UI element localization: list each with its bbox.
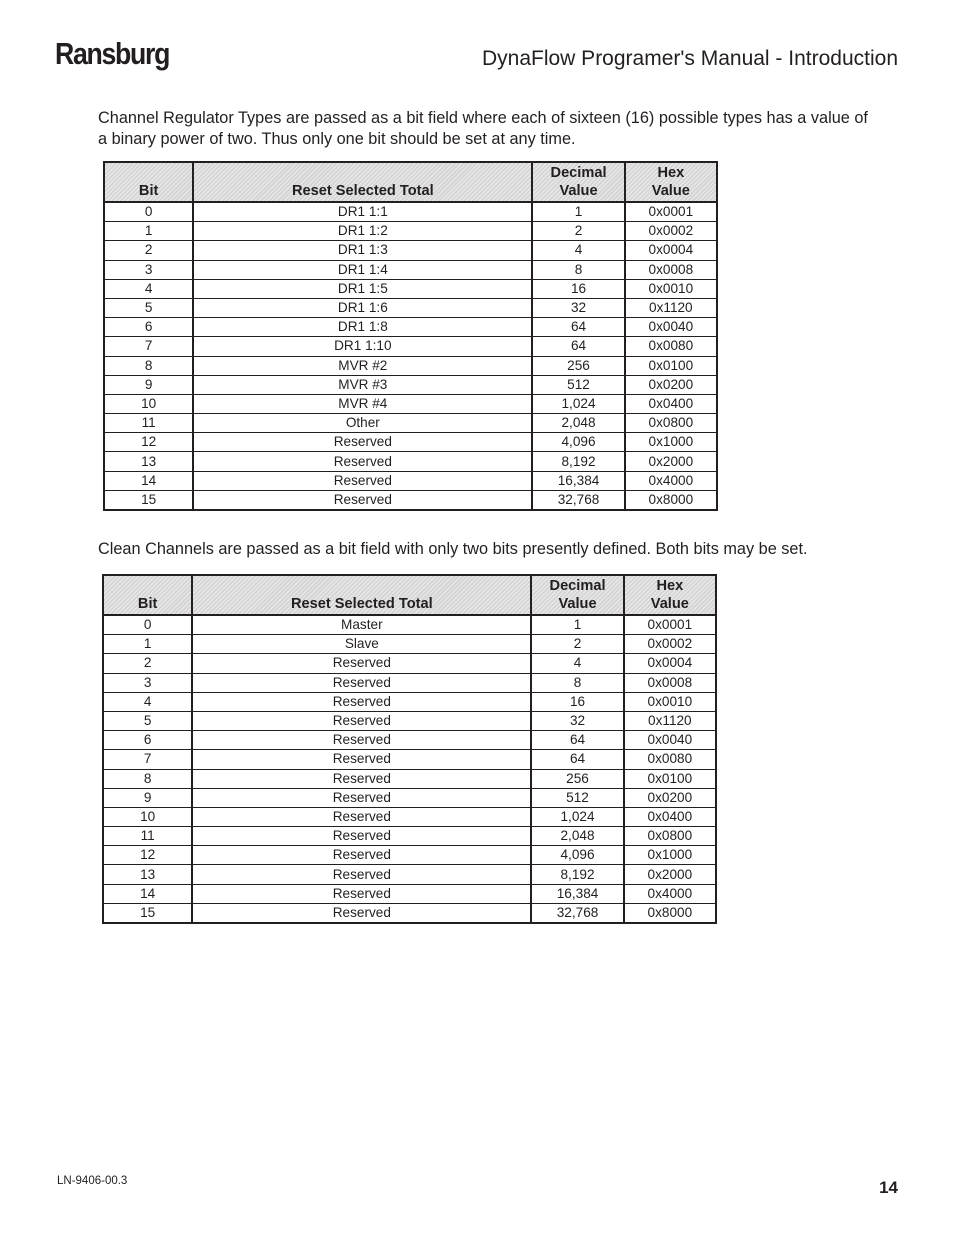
cell-decimal: 1,024 [532,394,624,413]
cell-hex: 0x0004 [624,654,716,673]
table-row [103,692,716,711]
cell-decimal: 8,192 [531,865,623,884]
cell-name: Reserved [192,731,531,750]
page-number: 14 [879,1178,898,1197]
cell-bit: 12 [103,846,192,865]
cell-hex: 0x0200 [624,788,716,807]
cell-decimal: 256 [531,769,623,788]
table-row [103,615,716,635]
cell-decimal: 4,096 [531,846,623,865]
cell-bit: 15 [104,490,193,510]
cell-hex: 0x0100 [625,356,717,375]
column-header-decimal-line1: Decimal [549,578,606,594]
cell-hex: 0x1000 [624,846,716,865]
table-row [103,711,716,730]
cell-decimal: 64 [531,731,623,750]
document-title: DynaFlow Programer's Manual - Introduction [481,47,898,70]
column-header-bit: Bit [104,162,193,202]
column-header-decimal-line1: Decimal [550,165,607,181]
cell-decimal: 512 [532,375,624,394]
cell-hex: 0x0040 [625,318,717,337]
cell-hex: 0x0010 [624,692,716,711]
cell-name: DR1 1:6 [193,298,532,317]
cell-decimal: 16,384 [531,884,623,903]
cell-hex: 0x1120 [624,711,716,730]
cell-decimal: 16 [531,692,623,711]
cell-name: DR1 1:8 [193,318,532,337]
cell-bit: 6 [103,731,192,750]
table-header-row [103,575,716,615]
table-row [103,903,716,923]
cell-decimal: 256 [532,356,624,375]
cell-bit: 8 [103,769,192,788]
cell-bit: 3 [104,260,193,279]
cell-name: Reserved [192,654,531,673]
cell-decimal: 1,024 [531,807,623,826]
cell-hex: 0x0800 [625,414,717,433]
document-code: LN-9406-00.3 [57,1175,128,1187]
cell-name: MVR #2 [193,356,532,375]
cell-name: DR1 1:4 [193,260,532,279]
cell-decimal: 64 [532,337,624,356]
cell-hex: 0x0004 [625,241,717,260]
cell-hex: 0x2000 [625,452,717,471]
cell-bit: 13 [104,452,193,471]
table-row [103,827,716,846]
cell-hex: 0x0008 [624,673,716,692]
cell-bit: 15 [103,903,192,923]
cell-hex: 0x4000 [624,884,716,903]
table-row [104,356,717,375]
cell-decimal: 1 [532,202,624,222]
cell-hex: 0x0400 [624,807,716,826]
cell-decimal: 32,768 [531,903,623,923]
column-header-hex-line1: Hex [656,578,684,594]
cell-bit: 4 [104,279,193,298]
cell-bit: 0 [103,615,192,635]
table-row [103,750,716,769]
table-row [104,241,717,260]
table-row [104,337,717,356]
cell-hex: 0x0100 [624,769,716,788]
cell-decimal: 4,096 [532,433,624,452]
clean-channels-table [102,574,717,924]
cell-decimal: 1 [531,615,623,635]
cell-bit: 1 [103,635,192,654]
cell-decimal: 32 [532,298,624,317]
cell-bit: 7 [103,750,192,769]
cell-decimal: 32,768 [532,490,624,510]
cell-hex: 0x0080 [624,750,716,769]
cell-hex: 0x0400 [625,394,717,413]
cell-bit: 5 [103,711,192,730]
cell-decimal: 64 [531,750,623,769]
cell-decimal: 32 [531,711,623,730]
cell-hex: 0x0001 [624,615,716,635]
cell-bit: 4 [103,692,192,711]
table-row [104,375,717,394]
clean-channels-intro: Clean Channels are passed as a bit field with only two bits presently defined. Both bits may be set. [98,540,808,558]
cell-name: Reserved [192,884,531,903]
cell-name: Slave [192,635,531,654]
column-header-bit: Bit [103,575,192,615]
cell-name: MVR #3 [193,375,532,394]
cell-bit: 2 [104,241,193,260]
cell-bit: 12 [104,433,193,452]
cell-hex: 0x0080 [625,337,717,356]
cell-bit: 14 [104,471,193,490]
cell-name: Reserved [193,433,532,452]
column-header-name: Reset Selected Total [193,162,532,202]
cell-name: Reserved [192,827,531,846]
cell-bit: 7 [104,337,193,356]
cell-bit: 13 [103,865,192,884]
cell-decimal: 4 [532,241,624,260]
table-header-row [104,162,717,202]
table-row [104,471,717,490]
cell-hex: 0x0200 [625,375,717,394]
cell-decimal: 16 [532,279,624,298]
cell-hex: 0x0040 [624,731,716,750]
cell-name: Reserved [192,750,531,769]
cell-hex: 0x0002 [625,222,717,241]
cell-hex: 0x4000 [625,471,717,490]
cell-name: Reserved [192,692,531,711]
cell-hex: 0x0002 [624,635,716,654]
table-row [104,222,717,241]
table-row [104,394,717,413]
column-header-decimal-line2: Value [559,183,598,199]
table-row [103,788,716,807]
cell-hex: 0x0010 [625,279,717,298]
cell-decimal: 2,048 [531,827,623,846]
cell-hex: 0x0001 [625,202,717,222]
cell-bit: 6 [104,318,193,337]
cell-hex: 0x1120 [625,298,717,317]
cell-decimal: 2 [532,222,624,241]
cell-decimal: 2 [531,635,623,654]
cell-name: DR1 1:1 [193,202,532,222]
cell-name: Reserved [192,846,531,865]
cell-bit: 10 [103,807,192,826]
cell-name: Reserved [192,865,531,884]
table-row [103,884,716,903]
cell-decimal: 8,192 [532,452,624,471]
cell-bit: 11 [104,414,193,433]
column-header-decimal [531,575,623,615]
cell-bit: 1 [104,222,193,241]
cell-name: DR1 1:5 [193,279,532,298]
cell-name: Reserved [192,673,531,692]
table-row [103,731,716,750]
clean-channels-body [103,615,716,923]
cell-decimal: 16,384 [532,471,624,490]
cell-hex: 0x0800 [624,827,716,846]
cell-name: Reserved [193,452,532,471]
cell-bit: 3 [103,673,192,692]
table-row [104,318,717,337]
cell-hex: 0x1000 [625,433,717,452]
cell-decimal: 64 [532,318,624,337]
column-header-hex [625,162,717,202]
cell-bit: 10 [104,394,193,413]
cell-hex: 0x0008 [625,260,717,279]
table-row [103,654,716,673]
column-header-hex-line2: Value [651,183,690,199]
channel-regulator-types-body [104,202,717,510]
table-row [103,807,716,826]
table-row [103,635,716,654]
cell-decimal: 2,048 [532,414,624,433]
cell-name: Reserved [192,788,531,807]
cell-name: Other [193,414,532,433]
cell-name: DR1 1:2 [193,222,532,241]
cell-hex: 0x8000 [625,490,717,510]
cell-name: Reserved [193,490,532,510]
cell-bit: 9 [104,375,193,394]
channel-regulator-intro: Channel Regulator Types are passed as a bit field where each of sixteen (16) possible types has a value of a binary power of two. Thus only one bit should be set at any time. [98,109,868,148]
column-header-decimal-line2: Value [558,596,597,612]
cell-decimal: 8 [531,673,623,692]
cell-decimal: 4 [531,654,623,673]
table-row [103,769,716,788]
table-row [103,846,716,865]
cell-bit: 14 [103,884,192,903]
cell-bit: 8 [104,356,193,375]
table-row [103,865,716,884]
cell-name: MVR #4 [193,394,532,413]
column-header-hex-line1: Hex [657,165,685,181]
cell-bit: 9 [103,788,192,807]
cell-hex: 0x2000 [624,865,716,884]
cell-bit: 0 [104,202,193,222]
cell-bit: 2 [103,654,192,673]
cell-name: DR1 1:3 [193,241,532,260]
column-header-hex [624,575,716,615]
table-row [104,433,717,452]
cell-name: Reserved [193,471,532,490]
cell-name: Reserved [192,711,531,730]
table-row [104,298,717,317]
cell-decimal: 8 [532,260,624,279]
cell-name: Reserved [192,807,531,826]
channel-regulator-types-table [103,161,718,511]
table-row [104,279,717,298]
cell-name: Reserved [192,903,531,923]
cell-bit: 11 [103,827,192,846]
column-header-name: Reset Selected Total [192,575,531,615]
table-row [103,673,716,692]
brand-logo: Ransburg [55,36,170,71]
column-header-hex-line2: Value [650,596,689,612]
table-row [104,452,717,471]
cell-hex: 0x8000 [624,903,716,923]
table-row [104,490,717,510]
cell-name: DR1 1:10 [193,337,532,356]
cell-decimal: 512 [531,788,623,807]
cell-name: Master [192,615,531,635]
cell-bit: 5 [104,298,193,317]
table-row [104,202,717,222]
cell-name: Reserved [192,769,531,788]
column-header-decimal [532,162,624,202]
table-row [104,414,717,433]
table-row [104,260,717,279]
